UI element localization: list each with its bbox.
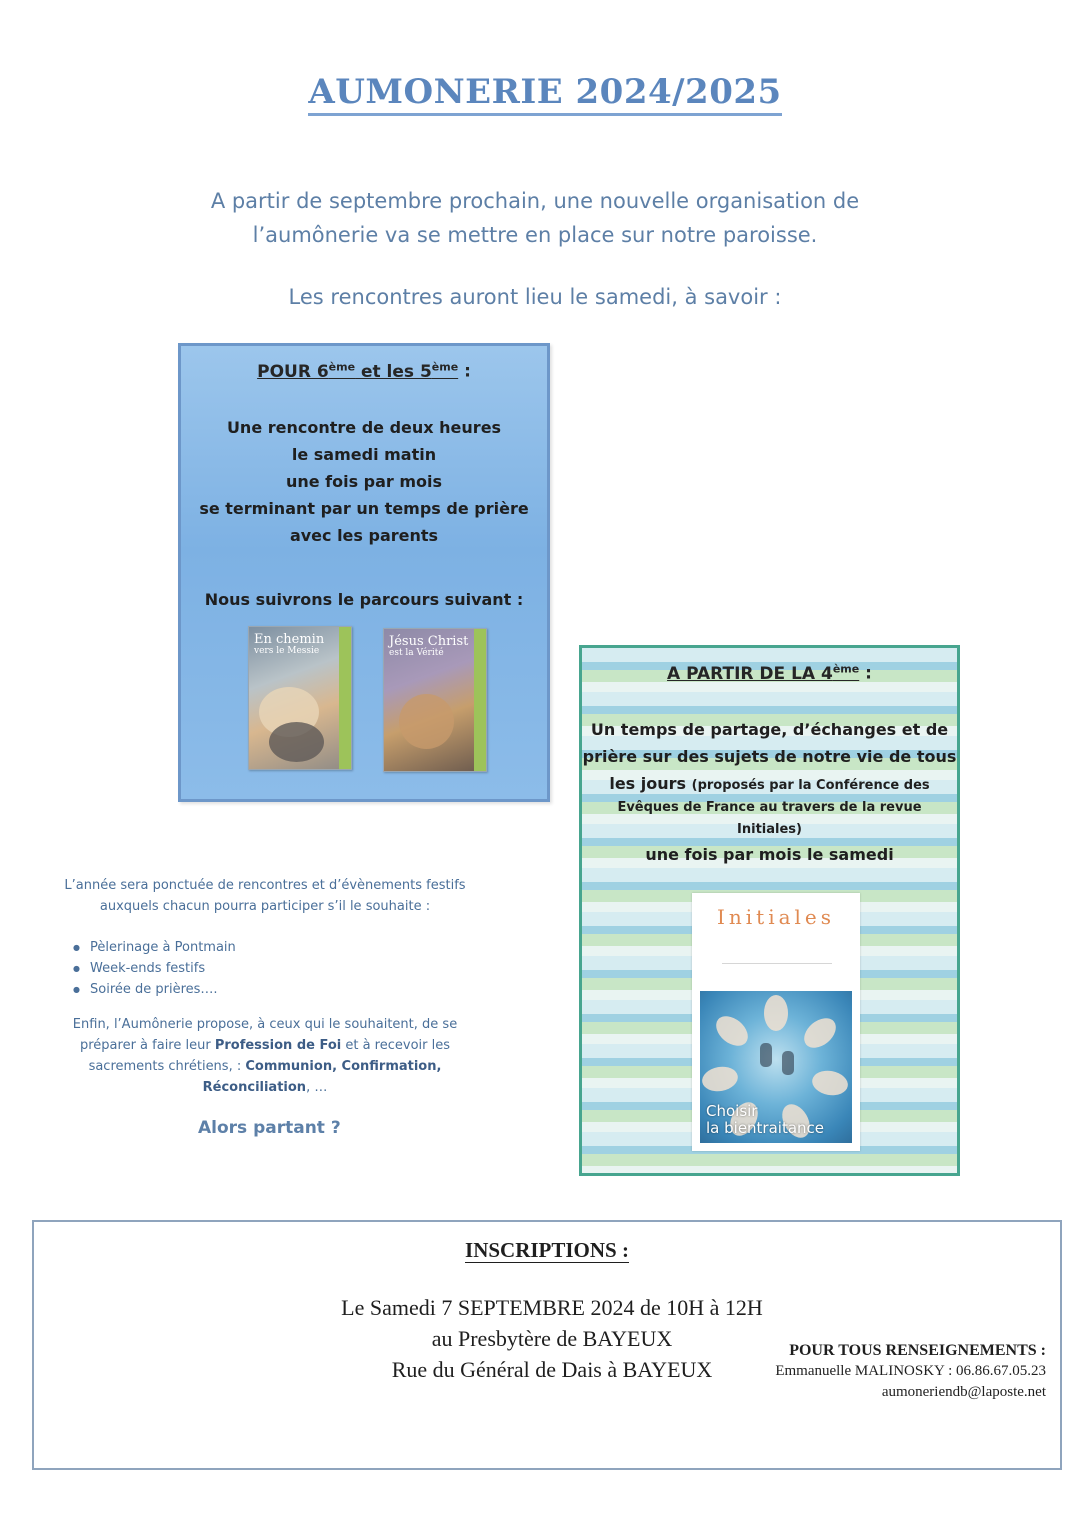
box-right-line: les jours (proposés par la Conférence des xyxy=(609,774,930,793)
book-cover-en-chemin xyxy=(248,626,352,770)
book-cover-jesus-christ xyxy=(383,628,487,772)
box-left-line: une fois par mois xyxy=(285,472,443,491)
book-title: Jésus Christ xyxy=(389,634,469,649)
page-title: AUMONERIE 2024/2025 xyxy=(0,72,1080,112)
intro-line-2: l’aumônerie va se mettre en place sur notre paroisse. xyxy=(252,223,818,247)
inscriptions-title: INSCRIPTIONS : xyxy=(465,1238,629,1262)
intro-line-1: A partir de septembre prochain, une nouvelle organisation de xyxy=(210,189,860,213)
inscription-address: Rue du Général de Dais à BAYEUX xyxy=(391,1357,713,1382)
book-subtitle: vers le Messie xyxy=(254,646,320,656)
parcours-label: Nous suivrons le parcours suivant : xyxy=(204,590,524,609)
box-left-line: le samedi matin xyxy=(291,445,437,464)
book-subtitle: est la Vérité xyxy=(389,648,444,658)
list-item: ● Soirée de prières…. xyxy=(73,979,236,1000)
box-6eme-5eme xyxy=(178,343,550,802)
intro-paragraph xyxy=(0,184,1070,252)
profession-de-foi-paragraph: Enfin, l’Aumônerie propose, à ceux qui le souhaitent, de se préparer à faire leur Profession de Foi et à recevoir les sacrements chrétiens, : Communion, Confirmation, Réconciliation, … xyxy=(72,1017,458,1095)
list-item: ● Pèlerinage à Pontmain xyxy=(73,937,236,958)
inscriptions-box xyxy=(32,1220,1062,1470)
events-list xyxy=(73,937,236,1000)
box-left-line: avec les parents xyxy=(289,526,439,545)
magazine-logo: Initiales xyxy=(716,905,836,929)
list-item: ● Week-ends festifs xyxy=(73,958,236,979)
box-left-line: se terminant par un temps de prière xyxy=(199,499,529,518)
initiales-magazine-cover xyxy=(692,893,860,1151)
box-right-description xyxy=(582,716,957,868)
box-left-description xyxy=(181,414,547,549)
box-right-heading: A PARTIR DE LA 4ème : xyxy=(667,662,872,684)
box-left-line: Une rencontre de deux heures xyxy=(226,418,502,437)
box-right-line: Evêques de France au travers de la revue xyxy=(617,800,922,815)
box-right-line: Initiales) xyxy=(737,822,802,837)
alors-partant-text: Alors partant ? xyxy=(198,1118,341,1138)
contact-email[interactable]: aumoneriendb@laposte.net xyxy=(881,1384,1046,1400)
magazine-caption: Choisir la bientraitance xyxy=(706,1102,825,1137)
box-right-line: une fois par mois le samedi xyxy=(645,845,894,864)
box-right-line: prière sur des sujets de notre vie de tous xyxy=(582,747,957,766)
year-events-intro: L’année sera ponctuée de rencontres et d’évènements festifs auxquels chacun pourra participer s’il le souhaite : xyxy=(64,878,466,914)
contact-name: Emmanuelle MALINOSKY : 06.86.67.05.23 xyxy=(775,1363,1046,1379)
contact-info xyxy=(775,1340,1046,1403)
box-4eme xyxy=(579,645,960,1176)
box-left-heading: POUR 6ème et les 5ème : xyxy=(257,360,471,382)
inscription-place: au Presbytère de BAYEUX xyxy=(431,1326,673,1351)
inscription-date: Le Samedi 7 SEPTEMBRE 2024 de 10H à 12H xyxy=(341,1295,763,1320)
magazine-photo xyxy=(700,991,852,1143)
contact-title: POUR TOUS RENSEIGNEMENTS : xyxy=(789,1342,1046,1359)
book-title: En chemin xyxy=(254,632,325,647)
box-right-line: Un temps de partage, d’échanges et de xyxy=(590,720,949,739)
intro-saturday-line: Les rencontres auront lieu le samedi, à savoir : xyxy=(288,285,782,309)
